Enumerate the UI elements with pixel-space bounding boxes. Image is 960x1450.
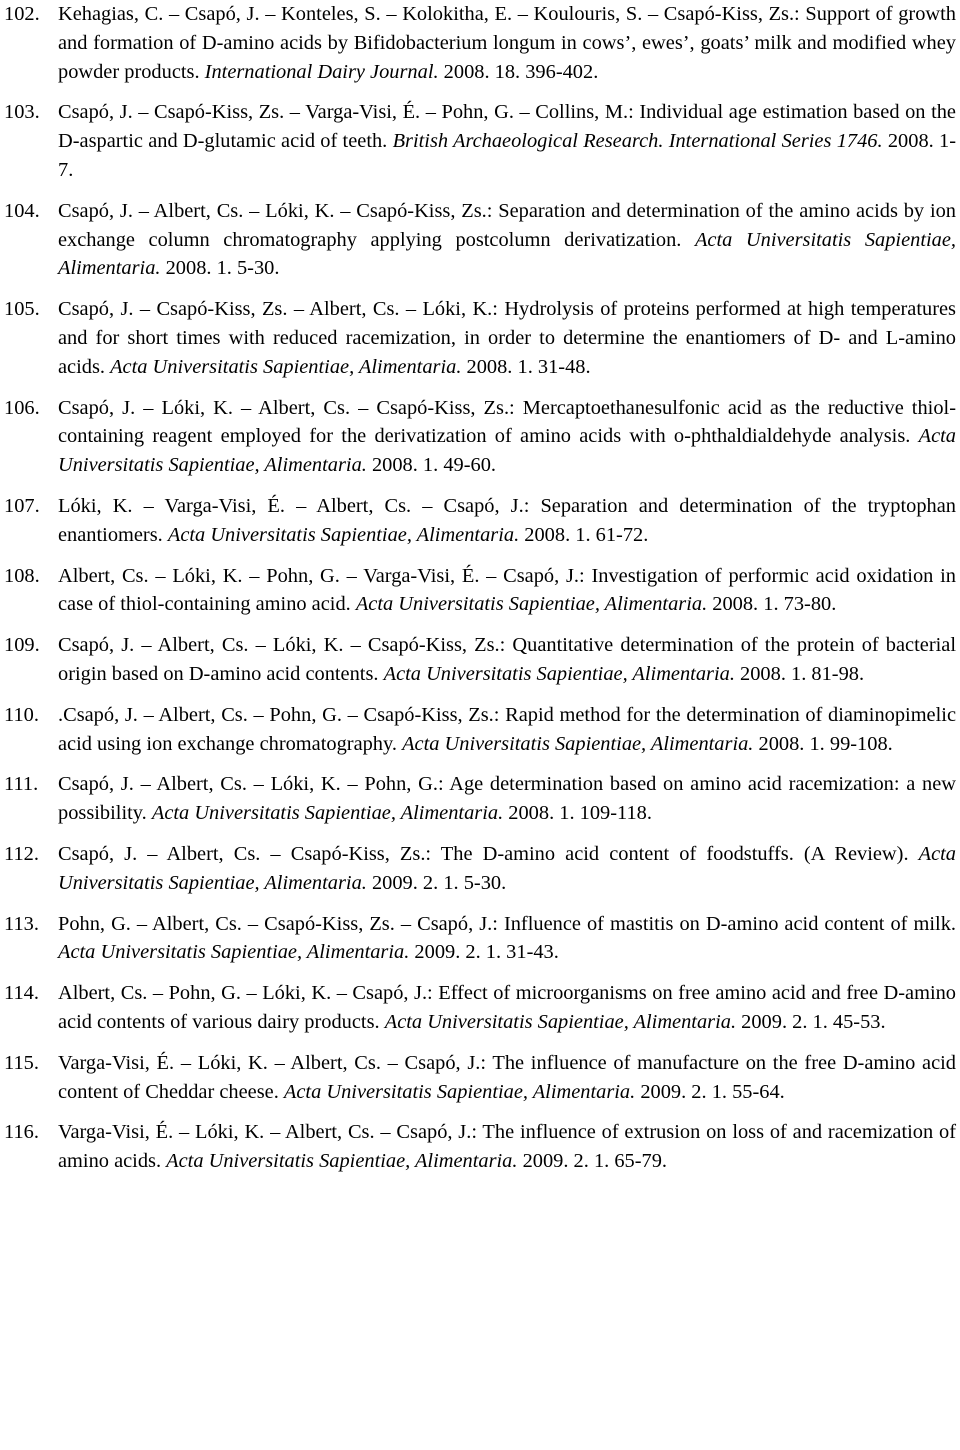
reference-number: 114.	[4, 982, 39, 1005]
reference-authors-title: Csapó, J. – Csapó-Kiss, Zs. – Varga-Visi, É. – Pohn, G. – Collins, M.: Individual age estimation based on the D-aspartic and D-glutamic acid of teeth.	[58, 101, 956, 153]
reference-item	[4, 394, 956, 480]
reference-venue: British Archaeological Research. International Series 1746.	[392, 130, 883, 153]
reference-text	[58, 562, 956, 620]
reference-authors-title: Csapó, J. – Albert, Cs. – Lóki, K. – Pohn, G.: Age determination based on amino acid racemization: a new possibility.	[58, 773, 956, 825]
reference-number: 104.	[4, 199, 40, 222]
reference-number: 108.	[4, 564, 40, 587]
reference-list	[4, 0, 956, 1176]
reference-authors-title: .Csapó, J. – Albert, Cs. – Pohn, G. – Csapó-Kiss, Zs.: Rapid method for the determination of diaminopimelic acid using ion exchange chromatography.	[58, 703, 956, 755]
reference-text	[58, 1118, 956, 1176]
reference-venue: Acta Universitatis Sapientiae, Alimentaria.	[58, 941, 410, 964]
reference-details: 2008. 18. 396-402.	[438, 60, 599, 83]
reference-item	[4, 295, 956, 381]
reference-number: 102.	[4, 3, 40, 25]
reference-text	[58, 701, 956, 759]
reference-number: 113.	[4, 912, 39, 935]
reference-venue: Acta Universitatis Sapientiae, Alimentaria.	[167, 523, 520, 546]
reference-text	[58, 197, 956, 283]
reference-item	[4, 631, 956, 689]
reference-authors-title: Albert, Cs. – Lóki, K. – Pohn, G. – Varga-Visi, É. – Csapó, J.: Investigation of performic acid oxidation in case of thiol-containing amino acid.	[58, 564, 956, 616]
reference-number: 109.	[4, 634, 40, 657]
reference-item	[4, 840, 956, 898]
reference-item	[4, 701, 956, 759]
reference-venue: Acta Universitatis Sapientiae, Alimentaria.	[355, 593, 708, 616]
reference-authors-title: Varga-Visi, É. – Lóki, K. – Albert, Cs. – Csapó, J.: The influence of manufacture on the free D-amino acid content of Cheddar cheese.	[58, 1051, 956, 1103]
reference-number: 105.	[4, 298, 40, 321]
reference-authors-title: Lóki, K. – Varga-Visi, É. – Albert, Cs. – Csapó, J.: Separation and determination of the tryptophan enantiomers.	[58, 494, 956, 546]
reference-details: 2008. 1. 49-60.	[366, 454, 496, 477]
reference-venue: Acta Universitatis Sapientiae, Alimentaria.	[151, 802, 504, 825]
reference-venue: Acta Universitatis Sapientiae, Alimentaria.	[402, 732, 754, 755]
reference-item	[4, 1118, 956, 1176]
reference-text	[58, 98, 956, 184]
reference-details: 2008. 1. 61-72.	[519, 523, 649, 546]
reference-authors-title: Csapó, J. – Albert, Cs. – Lóki, K. – Csapó-Kiss, Zs.: Separation and determination of the amino acids by ion exchange column chromatography applying postcolumn derivatization.	[58, 199, 956, 251]
reference-number: 107.	[4, 494, 40, 517]
reference-details: 2009. 2. 1. 55-64.	[635, 1080, 785, 1103]
reference-authors-title: Csapó, J. – Lóki, K. – Albert, Cs. – Csapó-Kiss, Zs.: Mercaptoethanesulfonic acid as the reductive thiol-containing reagent employed for the derivatization of amino acids with o-phthaldialdehyde analysis.	[58, 396, 956, 448]
reference-number: 112.	[4, 842, 39, 865]
reference-venue: Acta Universitatis Sapientiae, Alimentaria.	[283, 1080, 636, 1103]
reference-number: 116.	[4, 1121, 39, 1144]
reference-number: 103.	[4, 101, 40, 124]
reference-text	[58, 394, 956, 480]
reference-details: 2008. 1. 5-30.	[160, 257, 280, 280]
reference-venue: Acta Universitatis Sapientiae, Alimentaria.	[166, 1150, 518, 1173]
reference-number: 115.	[4, 1051, 39, 1074]
reference-details: 2008. 1. 73-80.	[707, 593, 837, 616]
reference-authors-title: Varga-Visi, É. – Lóki, K. – Albert, Cs. – Csapó, J.: The influence of extrusion on loss of and racemization of amino acids.	[58, 1121, 956, 1173]
reference-item	[4, 770, 956, 828]
reference-details: 2008. 1. 99-108.	[753, 732, 893, 755]
reference-details: 2009. 2. 1. 5-30.	[366, 871, 507, 894]
reference-details: 2008. 1. 81-98.	[734, 662, 865, 685]
reference-venue: Acta Universitatis Sapientiae, Alimentaria.	[58, 425, 956, 477]
reference-authors-title: Csapó, J. – Albert, Cs. – Lóki, K. – Csapó-Kiss, Zs.: Quantitative determination of the protein of bacterial origin based on D-amino acid contents.	[58, 634, 956, 685]
reference-item	[4, 197, 956, 283]
reference-text	[58, 840, 956, 898]
reference-details: 2008. 1-7.	[58, 130, 956, 181]
reference-details: 2008. 1. 31-48.	[461, 355, 591, 378]
reference-details: 2009. 2. 1. 65-79.	[517, 1150, 668, 1173]
reference-details: 2009. 2. 1. 31-43.	[409, 941, 559, 964]
reference-authors-title: Albert, Cs. – Pohn, G. – Lóki, K. – Csapó, J.: Effect of microorganisms on free amino acid and free D-amino acid contents of various dairy products.	[58, 982, 956, 1033]
reference-item	[4, 0, 956, 86]
reference-number: 110.	[4, 703, 39, 726]
reference-item	[4, 562, 956, 620]
reference-venue: Acta Universitatis Sapientiae, Alimentaria.	[58, 228, 956, 280]
reference-item	[4, 492, 956, 550]
reference-authors-title: Pohn, G. – Albert, Cs. – Csapó-Kiss, Zs. – Csapó, J.: Influence of mastitis on D-amino acid content of milk.	[58, 912, 956, 935]
reference-item	[4, 1049, 956, 1107]
reference-venue: Acta Universitatis Sapientiae, Alimentaria.	[110, 355, 462, 378]
reference-venue: Acta Universitatis Sapientiae, Alimentaria.	[383, 662, 735, 685]
reference-item	[4, 979, 956, 1037]
reference-text	[58, 1049, 956, 1107]
reference-item	[4, 98, 956, 184]
reference-details: 2009. 2. 1. 45-53.	[736, 1010, 886, 1033]
reference-text	[58, 979, 956, 1037]
reference-number: 111.	[4, 773, 39, 796]
reference-authors-title: Csapó, J. – Csapó-Kiss, Zs. – Albert, Cs. – Lóki, K.: Hydrolysis of proteins performed at high temperatures and for short times with reduced racemization, in order to determine the enantiomers of D- and L-amino acids.	[58, 298, 956, 378]
reference-text	[58, 770, 956, 828]
reference-venue: International Dairy Journal.	[204, 60, 439, 83]
reference-text	[58, 910, 956, 968]
reference-text	[58, 295, 956, 381]
reference-text	[58, 0, 956, 86]
reference-text	[58, 492, 956, 550]
reference-text	[58, 631, 956, 689]
reference-number: 106.	[4, 396, 40, 419]
reference-authors-title: Csapó, J. – Albert, Cs. – Csapó-Kiss, Zs.: The D-amino acid content of foodstuffs. (A Review).	[58, 842, 919, 865]
reference-authors-title: Kehagias, C. – Csapó, J. – Konteles, S. – Kolokitha, E. – Koulouris, S. – Csapó-Kiss, Zs.: Support of growth and formation of D-amino acids by Bifidobacterium longum in cows’, ewes’, goats’ milk and modified whey powder products.	[58, 3, 956, 83]
reference-venue: Acta Universitatis Sapientiae, Alimentaria.	[384, 1010, 737, 1033]
reference-venue: Acta Universitatis Sapientiae, Alimentaria.	[58, 842, 956, 894]
reference-details: 2008. 1. 109-118.	[503, 802, 652, 825]
reference-item	[4, 910, 956, 968]
